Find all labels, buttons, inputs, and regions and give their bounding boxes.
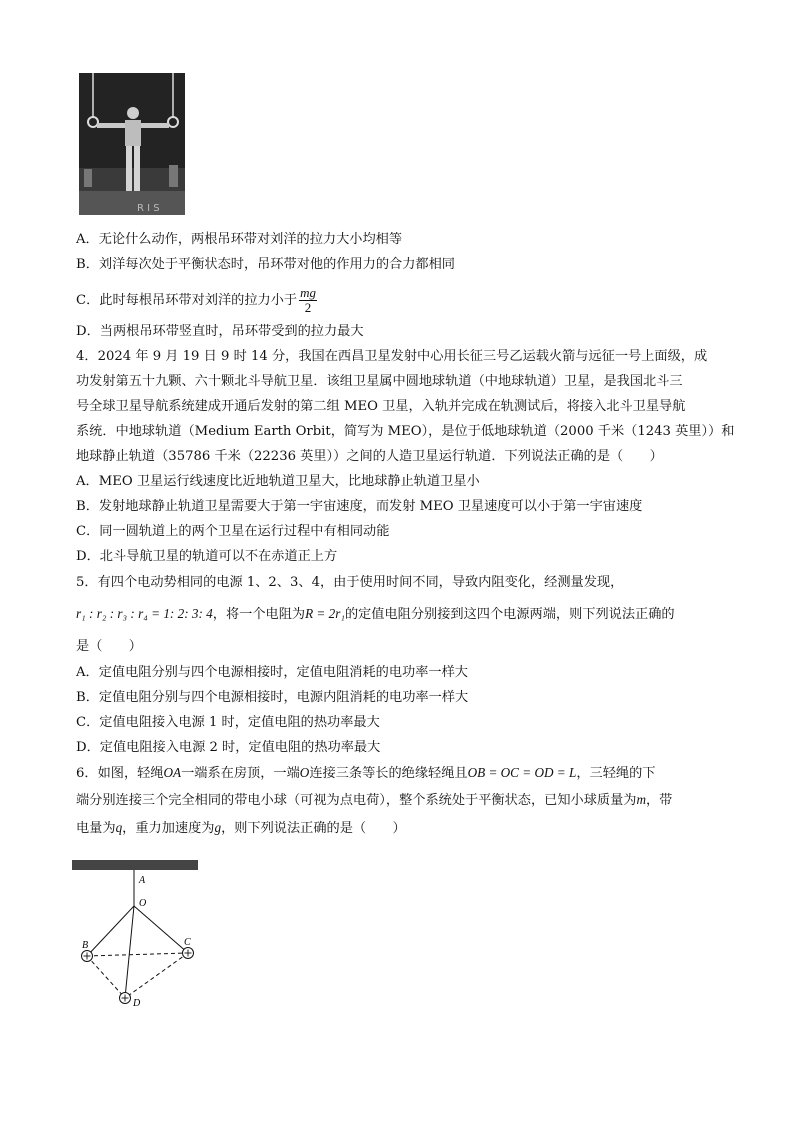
label-D: D <box>133 998 141 1009</box>
three-charged-balls-diagram <box>70 856 210 1012</box>
ball-D <box>120 993 131 1004</box>
label-A: A <box>139 875 146 886</box>
symbol-q: q <box>115 820 123 835</box>
gymnast-photo <box>79 73 185 215</box>
q5-stem-text-mid: ，将一个电阻为 <box>212 607 306 622</box>
rope-OB <box>87 906 134 956</box>
ball-C <box>183 948 194 959</box>
label-O: O <box>139 898 147 909</box>
q4-option-a: A．MEO 卫星运行线速度比近地轨道卫星大，比地球静止轨道卫星小 <box>76 474 480 489</box>
symbol-g: g <box>214 820 222 835</box>
q5-resistance-formula: R = 2r₁ <box>305 606 345 621</box>
dashed-BC <box>87 953 188 956</box>
q4-stem-line-4: 系统．中地球轨道（Medium Earth Orbit，简写为 MEO），是位于低地球轨道（2000 千米（1243 英里））和 <box>76 424 735 439</box>
label-B: B <box>82 940 89 951</box>
q4-stem-line-2: 功发射第五十九颗、六十颗北斗导航卫星．该组卫星属中圆地球轨道（中地球轨道）卫星，是我国北斗三 <box>76 374 683 389</box>
ceiling <box>72 860 198 870</box>
q4-stem-line-5: 地球静止轨道（35786 千米（22236 英里））之间的人造卫星运行轨道．下列说法正确的是（ ） <box>76 449 663 464</box>
symbol-O: O <box>299 765 310 780</box>
q5-option-a: A．定值电阻分别与四个电源相接时，定值电阻消耗的电功率一样大 <box>76 665 468 680</box>
q5-option-c: C．定值电阻接入电源 1 时，定值电阻的热功率最大 <box>76 715 380 730</box>
q4-stem-line-1: 4．2024 年 9 月 19 日 9 时 14 分，我国在西昌卫星发射中心用长征三号乙运载火箭与远征一号上面级，成 <box>76 349 708 364</box>
q5-ratio-formula: r₁ : r₂ : r₃ : r₄ = 1: 2: 3: 4 <box>76 606 213 621</box>
rope-OC <box>134 906 188 953</box>
dashed-CD <box>125 953 188 998</box>
symbol-OA: OA <box>163 765 182 780</box>
q4-option-d: D．北斗导航卫星的轨道可以不在赤道正上方 <box>76 549 338 564</box>
q3-option-d: D．当两根吊环带竖直时，吊环带受到的拉力最大 <box>76 324 364 339</box>
q5-stem-line-1: 5．有四个电动势相同的电源 1、2、3、4，由于使用时间不同，导致内阻变化，经测量发现， <box>76 575 624 590</box>
gymnast-illustration <box>79 73 185 215</box>
q4-stem-line-3: 号全球卫星导航系统建成开通后发射的第二组 MEO 卫星，入轨并完成在轨测试后，将接入北斗卫星导航 <box>76 399 686 414</box>
rope-OD <box>125 906 134 998</box>
q3-option-a: A．无论什么动作，两根吊环带对刘洋的拉力大小均相等 <box>76 232 403 247</box>
q3-option-b: B．刘洋每次处于平衡状态时，吊环带对他的作用力的合力都相同 <box>76 257 455 272</box>
q4-option-c: C．同一圆轨道上的两个卫星在运行过程中有相同动能 <box>76 524 390 539</box>
dashed-BD <box>87 956 125 998</box>
ball-B <box>82 951 93 962</box>
q4-option-b: B．发射地球静止轨道卫星需要大于第一宇宙速度，而发射 MEO 卫星速度可以小于第一宇宙速度 <box>76 499 643 514</box>
q6-stem-line-1: 6．如图，轻绳OA一端系在房顶，一端O连接三条等长的绝缘轻绳且OB = OC = OD = L，三轻绳的下 <box>76 765 656 781</box>
q3-option-c <box>76 286 319 315</box>
q5-stem-text-end: 的定值电阻分别接到这四个电源两端，则下列说法正确的 <box>344 607 675 622</box>
q5-stem-line-2 <box>76 604 675 625</box>
equal-length-formula: OB = OC = OD = L <box>467 765 577 780</box>
q3-option-c-text: C．此时每根吊环带对刘洋的拉力小于 <box>76 293 298 308</box>
label-C: C <box>184 937 191 948</box>
q5-option-d: D．定值电阻接入电源 2 时，定值电阻的热功率最大 <box>76 740 381 755</box>
q6-figure <box>70 856 210 1012</box>
svg-text:R I S: R I S <box>137 203 160 214</box>
fraction-mg-over-2: $\frac{mg}{2}$ <box>300 285 316 315</box>
q6-stem-line-2: 端分别连接三个完全相同的带电小球（可视为点电荷），整个系统处于平衡状态，已知小球质量为m，带 <box>76 792 673 808</box>
q5-stem-line-3: 是（ ） <box>76 639 142 654</box>
q6-stem-line-3: 电量为q，重力加速度为g，则下列说法正确的是（ ） <box>76 820 406 836</box>
q5-option-b: B．定值电阻分别与四个电源相接时，电源内阻消耗的电功率一样大 <box>76 690 469 705</box>
symbol-m: m <box>636 792 646 807</box>
